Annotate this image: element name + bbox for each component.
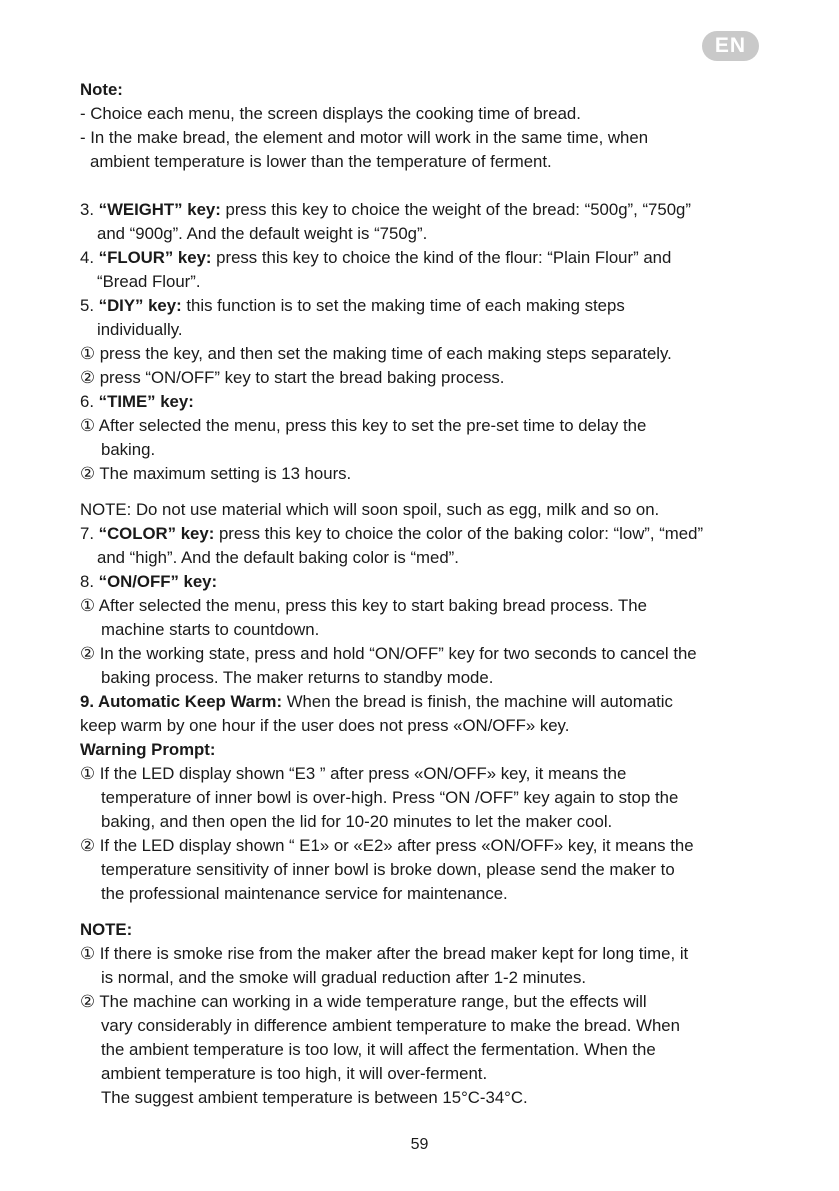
note3-line: the ambient temperature is too low, it will affect the fermentation. When the <box>101 1040 656 1059</box>
manual-content <box>80 78 780 1110</box>
item-onoff: 8. “ON/OFF” key: <box>80 572 218 591</box>
note-line: ambient temperature is lower than the temperature of ferment. <box>90 152 552 171</box>
onoff-step-cont: baking process. The maker returns to standby mode. <box>101 668 494 687</box>
note3-line: ① If there is smoke rise from the maker after the bread maker kept for long time, it <box>80 944 689 963</box>
diy-step: ① press the key, and then set the making time of each making steps separately. <box>80 344 672 363</box>
item-color: 7. “COLOR” key: press this key to choice the color of the baking color: “low”, “med” <box>80 524 704 543</box>
note3-line: ambient temperature is too high, it will over-ferment. <box>101 1064 488 1083</box>
item-weight-cont: and “900g”. And the default weight is “750g”. <box>97 224 428 243</box>
warning-line: temperature of inner bowl is over-high. Press “ON /OFF” key again to stop the <box>101 788 679 807</box>
onoff-key-label: “ON/OFF” key: <box>98 572 218 591</box>
diy-step: ② press “ON/OFF” key to start the bread baking process. <box>80 368 505 387</box>
item-time: 6. “TIME” key: <box>80 392 194 411</box>
warning-line: the professional maintenance service for maintenance. <box>101 884 508 903</box>
item-flour: 4. “FLOUR” key: press this key to choice the kind of the flour: “Plain Flour” and <box>80 248 672 267</box>
onoff-step: ② In the working state, press and hold “ON/OFF” key for two seconds to cancel the <box>80 644 697 663</box>
keep-warm-label: 9. Automatic Keep Warm: <box>80 692 283 711</box>
color-key-label: “COLOR” key: <box>98 524 215 543</box>
item-diy: 5. “DIY” key: this function is to set the making time of each making steps <box>80 296 625 315</box>
note-line: - Choice each menu, the screen displays the cooking time of bread. <box>80 104 581 123</box>
item-diy-cont: individually. <box>97 320 183 339</box>
warning-line: temperature sensitivity of inner bowl is broke down, please send the maker to <box>101 860 675 879</box>
warning-line: ① If the LED display shown “E3 ” after press «ON/OFF» key, it means the <box>80 764 627 783</box>
item-flour-cont: “Bread Flour”. <box>97 272 201 291</box>
time-step-cont: baking. <box>101 440 156 459</box>
language-badge: EN <box>702 31 759 61</box>
onoff-step: ① After selected the menu, press this key to start baking bread process. The <box>80 596 647 615</box>
note3-line: vary considerably in difference ambient temperature to make the bread. When <box>101 1016 680 1035</box>
item-weight: 3. “WEIGHT” key: press this key to choice the weight of the bread: “500g”, “750g” <box>80 200 691 219</box>
flour-key-label: “FLOUR” key: <box>98 248 212 267</box>
note3-heading: NOTE: <box>80 920 133 939</box>
item-keep-warm-cont: keep warm by one hour if the user does not press «ON/OFF» key. <box>80 716 570 735</box>
note3-line: ② The machine can working in a wide temperature range, but the effects will <box>80 992 647 1011</box>
note-heading: Note: <box>80 80 123 99</box>
time-step: ② The maximum setting is 13 hours. <box>80 464 352 483</box>
weight-key-label: “WEIGHT” key: <box>98 200 221 219</box>
note3-line: is normal, and the smoke will gradual reduction after 1-2 minutes. <box>101 968 587 987</box>
time-key-label: “TIME” key: <box>98 392 194 411</box>
warning-heading: Warning Prompt: <box>80 740 216 759</box>
warning-line: ② If the LED display shown “ E1» or «E2» after press «ON/OFF» key, it means the <box>80 836 694 855</box>
item-color-cont: and “high”. And the default baking color is “med”. <box>97 548 459 567</box>
page-number: 59 <box>410 1136 429 1153</box>
item-keep-warm: 9. Automatic Keep Warm: When the bread is finish, the machine will automatic <box>80 692 673 711</box>
warning-line: baking, and then open the lid for 10-20 minutes to let the maker cool. <box>101 812 613 831</box>
time-step: ① After selected the menu, press this key to set the pre-set time to delay the <box>80 416 647 435</box>
onoff-step-cont: machine starts to countdown. <box>101 620 320 639</box>
note-spoil: NOTE: Do not use material which will soon spoil, such as egg, milk and so on. <box>80 500 660 519</box>
diy-key-label: “DIY” key: <box>98 296 182 315</box>
note3-line: The suggest ambient temperature is between 15°C-34°C. <box>101 1088 528 1107</box>
note-line: - In the make bread, the element and motor will work in the same time, when <box>80 128 649 147</box>
